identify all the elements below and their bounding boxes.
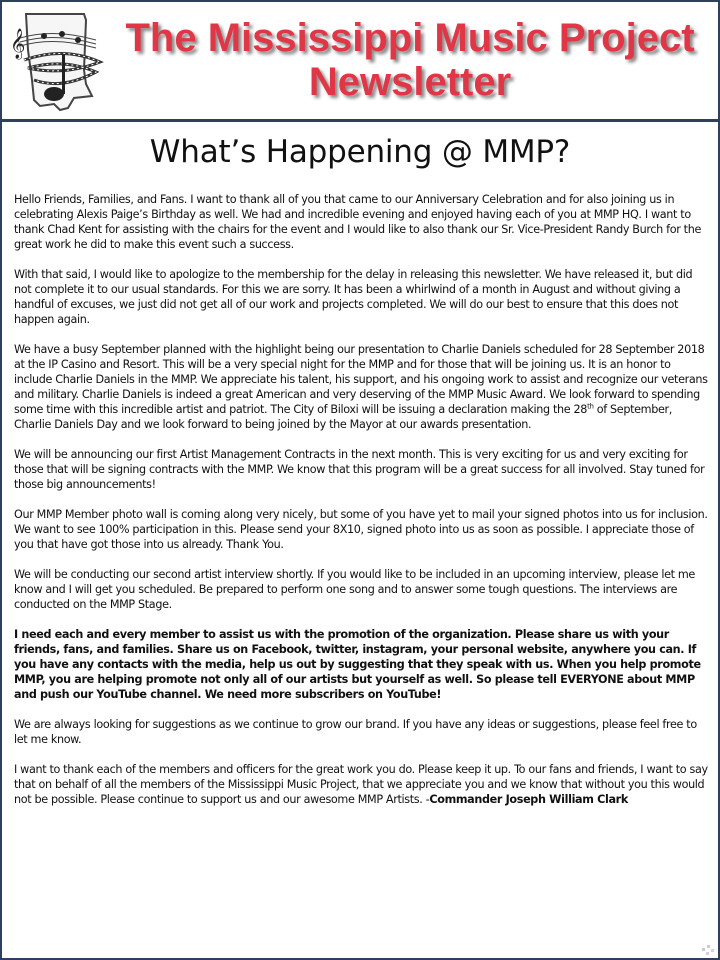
ordinal-suffix: th xyxy=(587,402,594,411)
page-corner-icon xyxy=(700,940,718,958)
paragraph-september xyxy=(14,342,708,432)
paragraph-greeting: Hello Friends, Families, and Fans. I want to thank all of you that came to our Anniversary Celebration and for also joining us in celebrating Alexis Paige’s Birthday as well. We had and incredible evening and enjoyed having each of you at MMP HQ. I want to thank Chad Kent for assisting with the chairs for the event and I would like to also thank our Sr. Vice-President Randy Burch for the great work he did to make this event such a success. xyxy=(14,193,701,251)
signature: Commander Joseph William Clark xyxy=(429,793,628,806)
paragraph-photo-wall: Our MMP Member photo wall is coming along very nicely, but some of you have yet to mail your signed photos into us for inclusion. We want to see 100% participation in this. Please send your 8X10, signed photo into us as soon as possible. I appreciate those of you that have got those into us already. Thank You. xyxy=(14,508,708,551)
paragraph-september-text-b: of September, Charlie Daniels Day and we look forward to being joined by the Mayor at our awards presentation. xyxy=(14,403,672,431)
mississippi-music-note-icon xyxy=(4,10,116,118)
newsletter-body xyxy=(14,192,708,822)
svg-text:𝄞: 𝄞 xyxy=(10,29,26,59)
paragraph-september-text-a: We have a busy September planned with the highlight being our presentation to Charlie Daniels scheduled for 28 September 2018 at the IP Casino and Resort. This will be a very special night for the MMP and for those that will be joining us. It is an honor to include Charlie Daniels in the MMP. We appreciate his talent, his support, and his ongoing work to assist and recognize our veterans and military. Charlie Daniels is indeed a great American and very deserving of the MMP Music Award. We look forward to spending some time with this incredible artist and patriot. The City of Biloxi will be issuing a declaration making the 28 xyxy=(14,343,708,416)
paragraph-apology: With that said, I would like to apologize to the membership for the delay in releasing this newsletter. We have released it, but did not complete it to our usual standards. For this we are sorry. It has been a whirlwind of a month in August and without giving a handful of excuses, we just did not get all of our work and projects completed. We will do our best to ensure that this does not happen again. xyxy=(14,268,693,326)
title-line-1: The Mississippi Music Project xyxy=(125,16,695,60)
paragraph-thanks xyxy=(14,762,708,807)
paragraph-promotion: I need each and every member to assist us with the promotion of the organization. Please share us with your friends, fans, and families. Share us on Facebook, twitter, instagram, your personal website, anywhere you can. If you have any contacts with the media, help us out by suggesting that they speak with us. When you help promote MMP, you are helping promote not only all of our artists but yourself as well. So please tell EVERYONE about MMP and push our YouTube channel. We need more subscribers on YouTube! xyxy=(14,628,701,701)
paragraph-suggestions: We are always looking for suggestions as we continue to grow our brand. If you have any ideas or suggestions, please feel free to let me know. xyxy=(14,718,697,746)
paragraph-contracts: We will be announcing our first Artist Management Contracts in the next month. This is very exciting for us and very exciting for those that will be signing contracts with the MMP. We know that this program will be a great success for all involved. Stay tuned for those big announcements! xyxy=(14,448,705,491)
section-heading: What’s Happening @ MMP? xyxy=(149,134,571,170)
title-line-2: Newsletter xyxy=(308,60,512,104)
paragraph-thanks-text: I want to thank each of the members and officers for the great work you do. Please keep it up. To our fans and friends, I want to say that on behalf of all the members of the Mississippi Music Project, that we appreciate you and we know that without you this would not be possible. Please continue to support us and our awesome MMP Artists. - xyxy=(14,763,708,806)
newsletter-title xyxy=(102,16,718,104)
newsletter-banner xyxy=(2,2,718,122)
paragraph-interview: We will be conducting our second artist interview shortly. If you would like to be included in an upcoming interview, please let me know and I will get you scheduled. Be prepared to perform one song and to answer some tough questions. The interviews are conducted on the MMP Stage. xyxy=(14,568,695,611)
